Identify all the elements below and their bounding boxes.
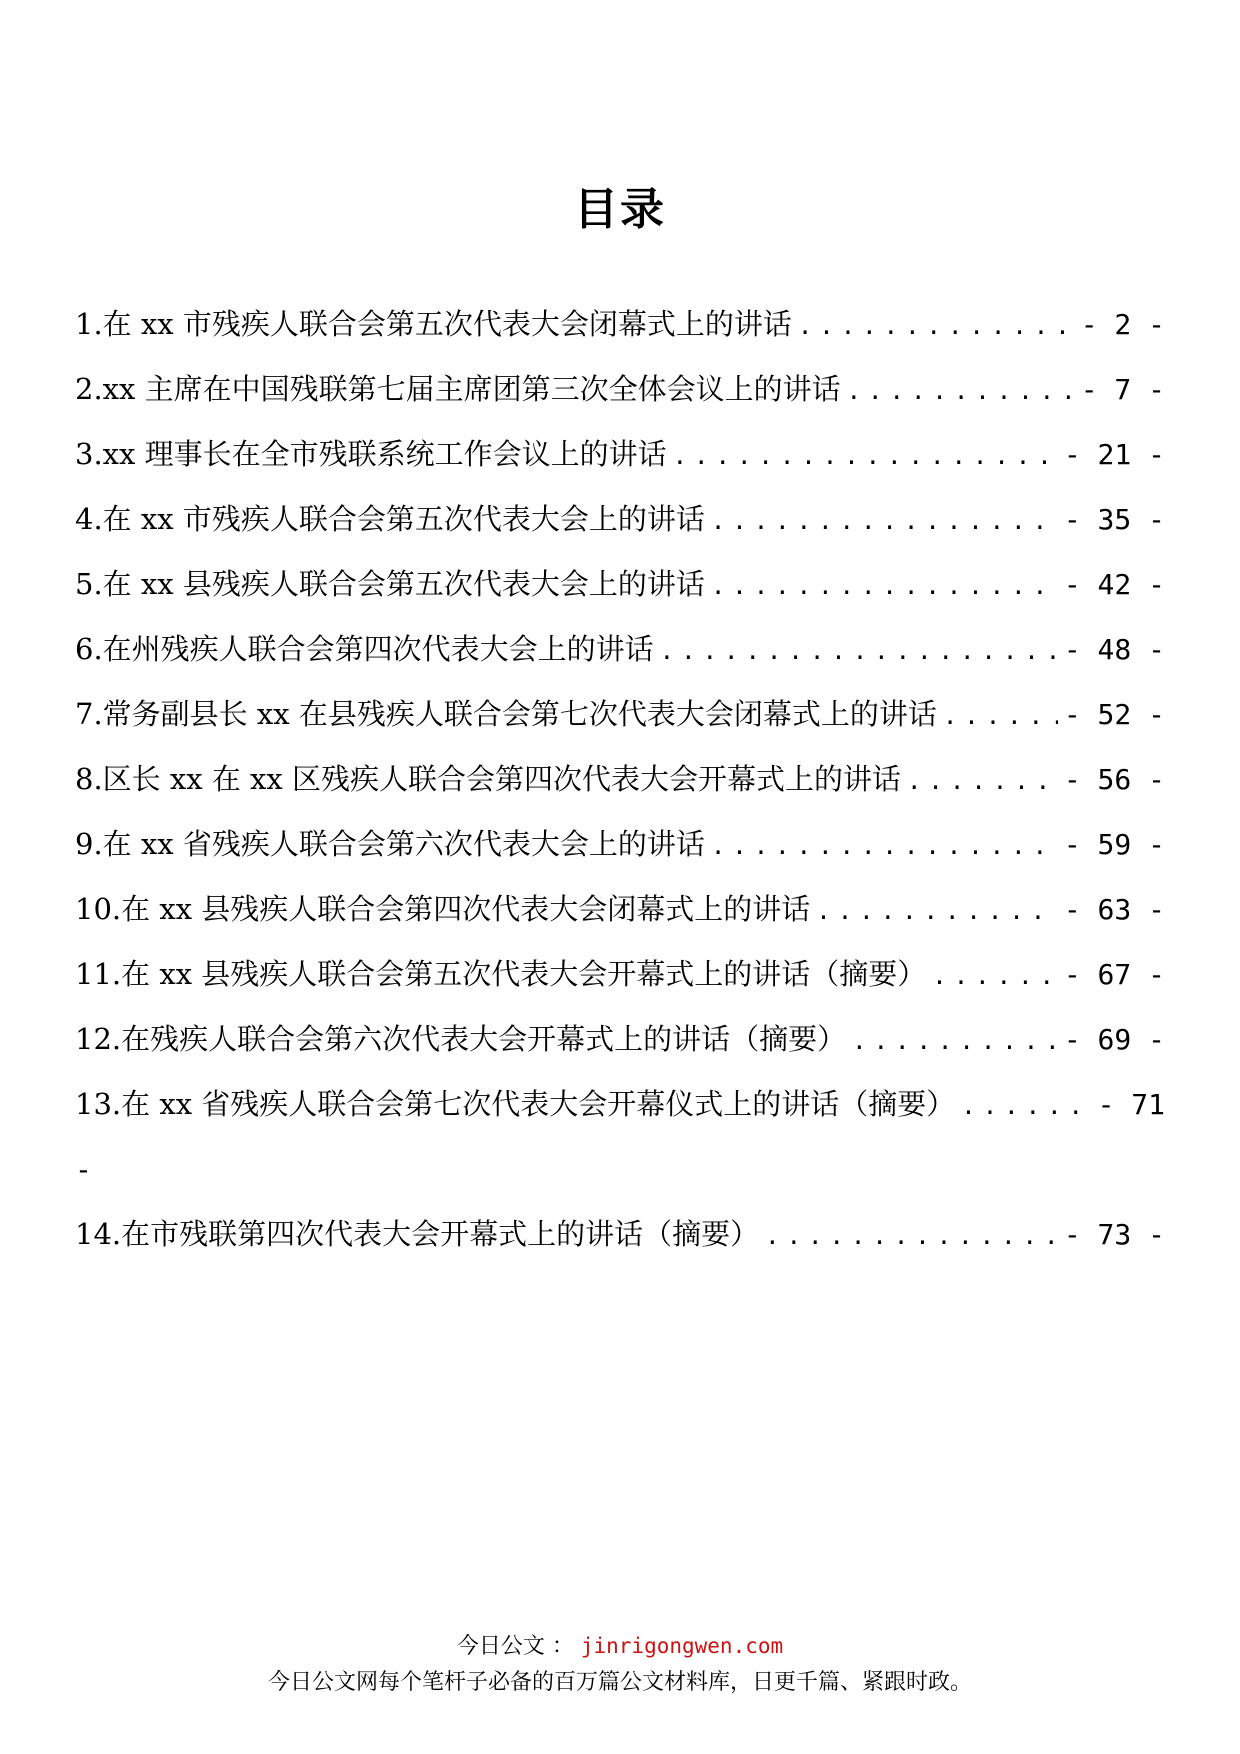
toc-entry-page: - 73 - [1063,1218,1165,1251]
toc-entry[interactable] [75,682,1165,747]
footer-site-label: 今日公文 [456,1634,545,1659]
toc-dot-leader [711,489,1058,554]
toc-entry[interactable] [75,487,1165,552]
toc-entry[interactable] [75,812,1165,877]
toc-dot-leader [847,359,1075,424]
toc-entry-page: - 48 - [1063,633,1165,666]
toc-entry-line [75,1072,1165,1137]
toc-entry-page: - 59 - [1063,828,1165,861]
toc-entry-title: 13.在 xx 省残疾人联合会第七次代表大会开幕仪式上的讲话（摘要） [75,1087,956,1121]
toc-entry-title: 6.在州残疾人联合会第四次代表大会上的讲话 [75,632,654,666]
footer-site-link[interactable]: jinrigongwen.com [580,1634,784,1658]
toc-entry-page: - 69 - [1063,1023,1165,1056]
toc-entry-title: 10.在 xx 县残疾人联合会第四次代表大会闭幕式上的讲话 [75,892,811,926]
toc-entry-title: 4.在 xx 市残疾人联合会第五次代表大会上的讲话 [75,502,705,536]
toc-entry-page: - 35 - [1063,503,1165,536]
page-footer [0,1628,1240,1701]
toc-entry-page-continued: - [75,1153,92,1186]
toc-list [75,292,1165,1267]
toc-entry[interactable] [75,747,1165,812]
footer-site-separator: ： [551,1634,574,1659]
toc-dot-leader [711,554,1058,619]
toc-entry[interactable] [75,877,1165,942]
toc-title: 目录 [574,184,666,235]
toc-entry-page: - 56 - [1063,763,1165,796]
toc-dot-leader [765,1204,1058,1269]
toc-entry-page: - 67 - [1063,958,1165,991]
toc-entry-title: 14.在市残联第四次代表大会开幕式上的讲话（摘要） [75,1217,760,1251]
toc-dot-leader [798,294,1075,359]
toc-entry-title: 5.在 xx 县残疾人联合会第五次代表大会上的讲话 [75,567,705,601]
toc-entry[interactable] [75,357,1165,422]
toc-entry-page: - 71 [1097,1088,1165,1121]
toc-dot-leader [816,879,1058,944]
footer-slogan: 今日公文网每个笔杆子必备的百万篇公文材料库，日更千篇、紧跟时政。 [267,1670,972,1695]
toc-entry[interactable] [75,617,1165,682]
toc-entry-title: 9.在 xx 省残疾人联合会第六次代表大会上的讲话 [75,827,705,861]
toc-entry[interactable] [75,1202,1165,1267]
toc-dot-leader [852,1009,1058,1074]
footer-site-line [0,1628,1240,1665]
toc-entry-page: - 63 - [1063,893,1165,926]
toc-entry-page: - 2 - [1080,308,1165,341]
toc-entry[interactable] [75,942,1165,1007]
toc-entry[interactable] [75,552,1165,617]
toc-entry-title: 11.在 xx 县残疾人联合会第五次代表大会开幕式上的讲话（摘要） [75,957,927,991]
toc-entry[interactable] [75,422,1165,487]
toc-entry-title: 8.区长 xx 在 xx 区残疾人联合会第四次代表大会开幕式上的讲话 [75,762,901,796]
toc-dot-leader [711,814,1058,879]
toc-entry[interactable] [75,1007,1165,1072]
toc-dot-leader [932,944,1058,1009]
toc-entry-title: 7.常务副县长 xx 在县残疾人联合会第七次代表大会闭幕式上的讲话 [75,697,937,731]
toc-entry-title: 3.xx 理事长在全市残联系统工作会议上的讲话 [75,437,667,471]
toc-dot-leader [907,749,1058,814]
toc-entry-page: - 21 - [1063,438,1165,471]
toc-dot-leader [961,1074,1091,1139]
toc-entry-title: 2.xx 主席在中国残联第七届主席团第三次全体会议上的讲话 [75,372,841,406]
toc-entry[interactable] [75,1072,1165,1202]
toc-entry-page: - 52 - [1063,698,1165,731]
toc-entry-title: 12.在残疾人联合会第六次代表大会开幕式上的讲话（摘要） [75,1022,847,1056]
toc-entry[interactable] [75,292,1165,357]
toc-entry-title: 1.在 xx 市残疾人联合会第五次代表大会闭幕式上的讲话 [75,307,792,341]
toc-entry-page: - 42 - [1063,568,1165,601]
toc-entry-page: - 7 - [1080,373,1165,406]
toc-dot-leader [673,424,1058,489]
toc-dot-leader [943,684,1058,749]
toc-dot-leader [660,619,1058,684]
